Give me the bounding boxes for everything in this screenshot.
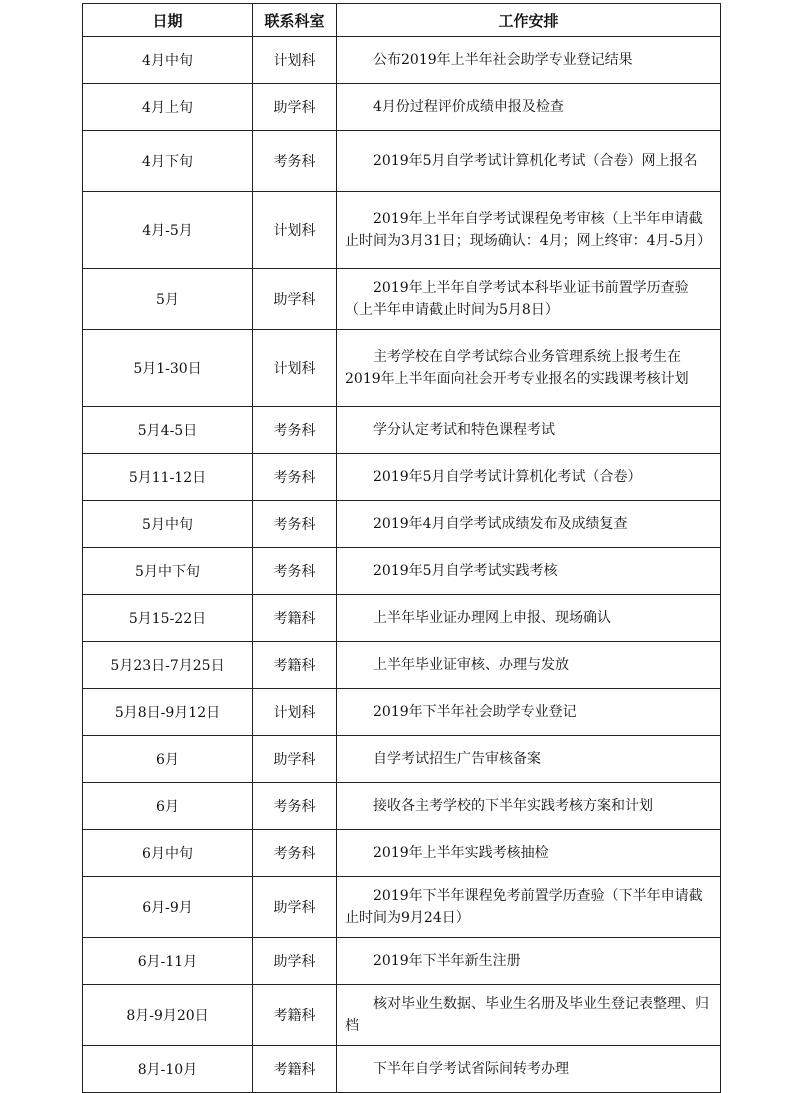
table-row [83,192,721,269]
cell-task-text: 2019年下半年社会助学专业登记 [373,704,577,720]
cell-task-text: 核对毕业生数据、毕业生名册及毕业生登记表整理、归档 [345,996,709,1034]
header-task: 工作安排 [337,4,721,37]
table-row [83,783,721,830]
cell-dept: 助学科 [253,877,337,938]
schedule-table [82,3,721,1093]
cell-date: 4月-5月 [83,192,253,269]
cell-date: 6月中旬 [83,830,253,877]
table-row [83,454,721,501]
cell-task-text: 上半年毕业证办理网上申报、现场确认 [373,610,611,626]
cell-task-text: 下半年自学考试省际间转考办理 [373,1061,569,1077]
cell-dept: 考务科 [253,548,337,595]
cell-dept: 计划科 [253,330,337,407]
table-row [83,642,721,689]
table-row [83,938,721,985]
cell-task-text: 2019年上半年自学考试课程免考审核（上半年申请截止时间为3月31日；现场确认：4月；网上终审：4月-5月） [345,211,712,249]
cell-task-text: 2019年下半年课程免考前置学历查验（下半年申请截止时间为9月24日） [345,888,703,926]
cell-date: 5月中旬 [83,501,253,548]
cell-date: 4月下旬 [83,131,253,192]
cell-date: 5月4-5日 [83,407,253,454]
cell-task [337,689,721,736]
cell-dept: 助学科 [253,84,337,131]
cell-date: 8月-10月 [83,1046,253,1093]
cell-task-text: 上半年毕业证审核、办理与发放 [373,657,569,673]
header-date: 日期 [83,4,253,37]
cell-dept: 助学科 [253,938,337,985]
cell-task-text: 2019年下半年新生注册 [373,953,521,969]
cell-dept: 计划科 [253,689,337,736]
cell-date: 8月-9月20日 [83,985,253,1046]
cell-date: 4月上旬 [83,84,253,131]
cell-task [337,830,721,877]
cell-task-text: 学分认定考试和特色课程考试 [373,422,555,438]
table-row [83,877,721,938]
cell-task [337,938,721,985]
table-row [83,131,721,192]
cell-date: 6月 [83,736,253,783]
cell-task [337,985,721,1046]
cell-task [337,269,721,330]
cell-task [337,783,721,830]
table-row [83,407,721,454]
cell-task [337,454,721,501]
cell-task-text: 主考学校在自学考试综合业务管理系统上报考生在2019年上半年面向社会开考专业报名的实践课考核计划 [345,349,689,387]
cell-task [337,595,721,642]
table-row [83,595,721,642]
cell-dept: 考籍科 [253,595,337,642]
cell-date: 5月11-12日 [83,454,253,501]
cell-dept: 考籍科 [253,985,337,1046]
cell-task [337,642,721,689]
cell-task [337,131,721,192]
cell-task-text: 公布2019年上半年社会助学专业登记结果 [373,52,633,68]
cell-dept: 助学科 [253,269,337,330]
table-row [83,689,721,736]
table-row [83,330,721,407]
cell-task-text: 4月份过程评价成绩申报及检查 [373,99,564,115]
cell-date: 4月中旬 [83,37,253,84]
cell-dept: 计划科 [253,192,337,269]
cell-task-text: 自学考试招生广告审核备案 [373,751,541,767]
cell-task [337,1046,721,1093]
table-row [83,985,721,1046]
cell-task [337,84,721,131]
cell-task-text: 2019年5月自学考试实践考核 [373,563,558,579]
header-dept: 联系科室 [253,4,337,37]
cell-task-text: 接收各主考学校的下半年实践考核方案和计划 [373,798,653,814]
cell-task-text: 2019年5月自学考试计算机化考试（合卷） [373,469,642,485]
cell-task [337,877,721,938]
cell-date: 5月中下旬 [83,548,253,595]
cell-task [337,548,721,595]
table-row [83,84,721,131]
cell-dept: 助学科 [253,736,337,783]
cell-dept: 计划科 [253,37,337,84]
cell-task [337,501,721,548]
cell-date: 5月15-22日 [83,595,253,642]
header-row [83,4,721,37]
cell-dept: 考籍科 [253,1046,337,1093]
cell-dept: 考籍科 [253,642,337,689]
cell-task [337,407,721,454]
table-row [83,269,721,330]
cell-dept: 考务科 [253,830,337,877]
cell-task-text: 2019年上半年自学考试本科毕业证书前置学历查验（上半年申请截止时间为5月8日） [345,280,689,318]
table-row [83,736,721,783]
cell-dept: 考务科 [253,501,337,548]
table-row [83,37,721,84]
cell-date: 6月-9月 [83,877,253,938]
cell-dept: 考务科 [253,454,337,501]
cell-date: 5月1-30日 [83,330,253,407]
cell-date: 6月-11月 [83,938,253,985]
cell-task [337,37,721,84]
cell-date: 5月8日-9月12日 [83,689,253,736]
table-row [83,548,721,595]
cell-task [337,330,721,407]
cell-task-text: 2019年上半年实践考核抽检 [373,845,549,861]
cell-task-text: 2019年4月自学考试成绩发布及成绩复查 [373,516,628,532]
table-row [83,501,721,548]
cell-task-text: 2019年5月自学考试计算机化考试（合卷）网上报名 [373,153,698,169]
table-row [83,1046,721,1093]
cell-dept: 考务科 [253,407,337,454]
cell-dept: 考务科 [253,783,337,830]
cell-task [337,736,721,783]
cell-date: 5月23日-7月25日 [83,642,253,689]
table-row [83,830,721,877]
cell-date: 5月 [83,269,253,330]
cell-date: 6月 [83,783,253,830]
cell-task [337,192,721,269]
cell-dept: 考务科 [253,131,337,192]
